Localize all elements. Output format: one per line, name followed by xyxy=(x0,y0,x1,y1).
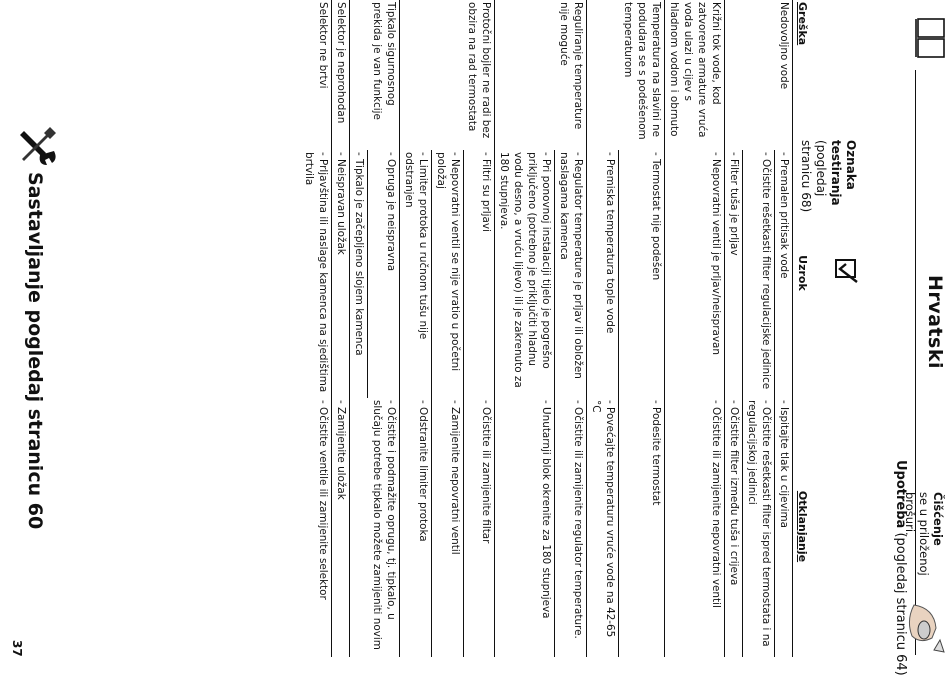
fault-cell: Tipkalo sigurnosnog prekida je van funkcije xyxy=(368,0,400,150)
cause-cell: - Nepovratni ventil je prljav/neispravan xyxy=(665,150,725,398)
cause-cell: - Neispravan uložak xyxy=(332,150,350,398)
book-icon xyxy=(910,18,946,58)
fault-cell: Protočni bojler ne radi bez obzira na rad termostata xyxy=(464,0,496,150)
fix-cell: - Unutarnji blok okrenite za 180 stupnjeva xyxy=(495,398,555,657)
fix-cell: - Očistite filter između tuša i crijeva xyxy=(725,398,743,657)
table-row xyxy=(464,0,496,657)
table-row xyxy=(495,0,555,657)
table-row xyxy=(400,0,432,657)
table-row xyxy=(619,0,665,657)
page-title: Hrvatski xyxy=(924,275,946,370)
fix-cell: - Podesite termostat xyxy=(619,398,665,657)
fix-cell: - Očistite ili zamijenite regulator temperature. xyxy=(555,398,587,657)
cause-cell: - Premalen pritisak vode xyxy=(778,152,790,279)
page-number: 37 xyxy=(10,640,24,657)
cause-cell: - Premiska temperatura tople vode xyxy=(587,150,619,398)
table-row xyxy=(725,0,743,657)
fix-cell xyxy=(350,398,368,657)
fix-cell: - Odstranite limiter protoka xyxy=(400,398,432,657)
cause-cell: - Opruga je neispravna xyxy=(368,150,400,398)
table-row xyxy=(775,0,793,657)
troubleshooting-table xyxy=(301,0,811,657)
fault-cell: Selektor ne brtvi xyxy=(301,0,333,150)
fix-cell: - Povećajte temperaturu vruće vode na 42-65 °C xyxy=(587,398,619,657)
table-row xyxy=(368,0,400,657)
fault-cell xyxy=(587,0,619,150)
fix-cell: - Očistite rešetkasti filter ispred termostata i na regulacijskoj jedinici xyxy=(743,398,775,657)
table-row xyxy=(587,0,619,657)
fault-cell xyxy=(432,0,464,150)
fault-cell: Temperatura na slavini ne podudara se s podešenom temperaturom xyxy=(619,0,665,150)
table-row xyxy=(332,0,350,657)
table-row xyxy=(665,0,725,657)
fault-cell: Nedovoljno vode xyxy=(778,2,790,90)
fault-cell xyxy=(350,0,368,150)
cause-cell: - Prljavština ili naslage kamenca na sjedištima brtvila xyxy=(301,150,333,398)
table-row xyxy=(301,0,333,657)
cause-cell: - Limiter protoka u ručnom tušu nije odstranjen xyxy=(400,150,432,398)
fix-cell: - Očistite ventile ili zamijenite selektor xyxy=(301,398,333,657)
fix-cell: - Zamijenite uložak xyxy=(332,398,350,657)
fix-cell: - Očistite ili zamijenite nepovratni ventil xyxy=(665,398,725,657)
cleaning-text: se u priloženoj brošuri. xyxy=(903,492,931,576)
col-fix-header: Otklanjanje xyxy=(793,398,811,657)
test-text1: (pogledaj xyxy=(814,140,828,197)
cause-cell: - Termostat nije podešen xyxy=(619,150,665,398)
table-row xyxy=(743,0,775,657)
fault-cell: Križni tok vode, kod zatvorene armature vruća voda ulazi u cijev s hladnom vodom i obrnuto xyxy=(665,0,725,150)
col-fault-header: Greška xyxy=(793,0,811,150)
fault-cell xyxy=(400,0,432,150)
table-row xyxy=(432,0,464,657)
checkmark-test-icon xyxy=(828,258,858,284)
table-row xyxy=(350,0,368,657)
assembly-reference: Sastavljanje pogledaj stranicu 60 xyxy=(24,172,46,530)
fault-cell xyxy=(725,0,743,150)
cause-cell: - Pri ponovnoj instalaciji tijelo je pogrešno priključeno (potrebno je priključiti hladnu vodu desno, a vruću lijevo) ili je zakrenuto za 180 stupnjeva. xyxy=(495,150,555,398)
test-label: Oznaka testiranja xyxy=(829,140,858,206)
cause-cell: - Očistite rešetkasti filter regulacijske jedinice xyxy=(743,150,775,398)
usage-text: (pogledaj stranicu 64) xyxy=(893,532,908,676)
fault-cell: Selektor je neprohodan xyxy=(332,0,350,150)
cause-cell: - Nepovratni ventil se nije vratio u početni položaj xyxy=(432,150,464,398)
cause-cell: - Filter tuša je prljav xyxy=(725,150,743,398)
fault-cell xyxy=(743,0,775,150)
cause-cell: - Filtri su prljavi xyxy=(464,150,496,398)
cleaning-label: Čišćenje xyxy=(931,492,945,546)
col-cause-header: Uzrok xyxy=(793,150,811,398)
fix-cell: - Očistite i podmažite oprugu, tj. tipkalo, u slučaju potrebe tipkalo možete zamijeniti novim xyxy=(368,398,400,657)
fault-cell xyxy=(495,0,555,150)
fix-cell: - Ispitajte tlak u cijevima xyxy=(778,400,790,529)
usage-label: Upotreba xyxy=(893,460,908,529)
tools-icon xyxy=(14,125,60,167)
cause-cell: - Tipkalo je začepljeno slojem kamenca xyxy=(350,150,368,398)
fault-cell: Reguliranje temperature nije moguće xyxy=(555,0,587,150)
fix-cell: - Zamijenite nepovratni ventil xyxy=(432,398,464,657)
fix-cell: - Očistite ili zamijenite filtar xyxy=(464,398,496,657)
cause-cell: - Regulator temperature je prljav ili obložen naslagama kamenca xyxy=(555,150,587,398)
test-text2: stranicu 68) xyxy=(799,140,813,213)
table-row xyxy=(555,0,587,657)
